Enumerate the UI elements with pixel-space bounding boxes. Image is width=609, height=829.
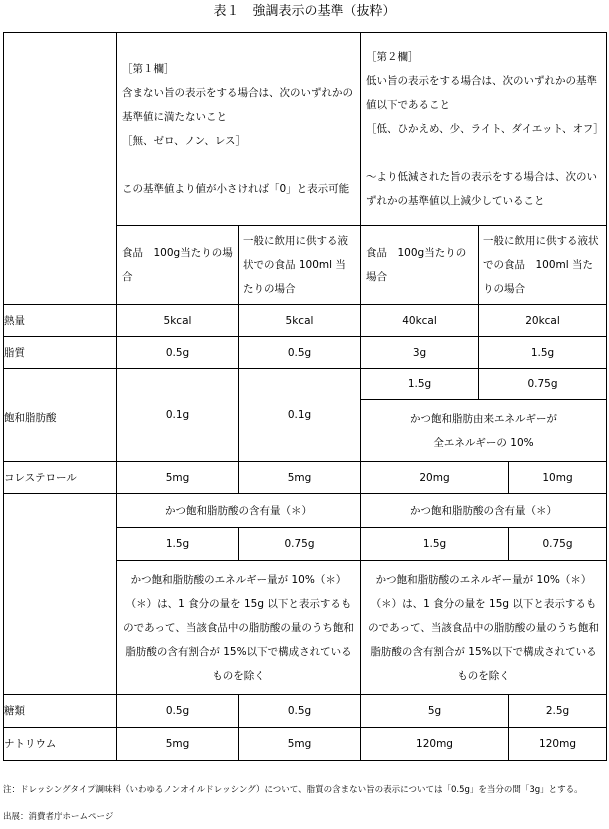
cell-value: 0.5g [117, 695, 239, 728]
cell-value: 0.5g [117, 337, 239, 369]
col2-sub-food: 食品 100g当たりの場合 [361, 226, 479, 305]
col1-sub-liquid: 一般に飲用に供する液状での食品 100ml 当たりの場合 [239, 226, 361, 305]
row-label-cholesterol: コレステロール [4, 462, 117, 494]
cell-value: 0.75g [239, 528, 361, 561]
cell-value: 120mg [361, 728, 509, 761]
header-empty-cell [4, 33, 117, 305]
table-row [4, 337, 607, 369]
col1-sub-food: 食品 100g当たりの場合 [117, 226, 239, 305]
cell-value: 20mg [361, 462, 509, 494]
col2-heading: ［第２欄］ [366, 51, 419, 63]
cell-value: 1.5g [117, 528, 239, 561]
cell-value: 0.5g [239, 337, 361, 369]
col1-terms: ［無、ゼロ、ノン、レス］ [122, 135, 247, 147]
cell-value: 0.5g [239, 695, 361, 728]
sfa-energy-note: かつ飽和脂肪由来エネルギーが 全エネルギーの 10% [361, 400, 607, 462]
cell-value: 5kcal [117, 305, 239, 337]
cell-value: 1.5g [361, 528, 509, 561]
cell-value: 5mg [117, 462, 239, 494]
cell-value: 5kcal [239, 305, 361, 337]
cell-value: 5mg [239, 462, 361, 494]
table-row [4, 369, 607, 400]
standards-table [3, 32, 607, 761]
cell-value: 1.5g [361, 369, 479, 400]
cell-value: 0.75g [509, 528, 607, 561]
source-note: 出展：消費者庁ホームページ [3, 812, 114, 822]
sfa-content-header-col1: かつ飽和脂肪酸の含有量（＊） [117, 494, 361, 528]
col2-header [361, 33, 607, 226]
col1-note: この基準値より値が小さければ「0」と表示可能 [122, 183, 350, 195]
col2-sub-liquid: 一般に飲用に供する液状での食品 100ml 当たりの場合 [479, 226, 607, 305]
cell-value: 1.5g [479, 337, 607, 369]
cholesterol-detail-label [4, 494, 117, 695]
cell-value: 40kcal [361, 305, 479, 337]
cell-value: 0.1g [239, 369, 361, 462]
cell-value: 20kcal [479, 305, 607, 337]
cell-value: 0.75g [479, 369, 607, 400]
col1-header [117, 33, 361, 226]
cell-value: 120mg [509, 728, 607, 761]
cell-value: 2.5g [509, 695, 607, 728]
cholesterol-long-note-col2: かつ飽和脂肪酸のエネルギー量が 10%（＊）（＊）は、1 食分の量を 15g 以下と表示するものであって、当該食品中の脂肪酸の量のうち飽和脂肪酸の含有割合が 15%以下で構成されているものを除く [361, 561, 607, 695]
table-row [4, 305, 607, 337]
row-label-sugar: 糖類 [4, 695, 117, 728]
cell-value: 10mg [509, 462, 607, 494]
sfa-content-header-col2: かつ飽和脂肪酸の含有量（＊） [361, 494, 607, 528]
row-label-energy: 熱量 [4, 305, 117, 337]
col2-note: ～より低減された旨の表示をする場合は、次のいずれかの基準値以上減少していること [366, 171, 597, 207]
table-title: 表１ 強調表示の基準（抜粋） [213, 4, 396, 19]
cell-value: 5mg [239, 728, 361, 761]
table-row [4, 695, 607, 728]
col1-desc: 含まない旨の表示をする場合は、次のいずれかの基準値に満たないこと [122, 87, 353, 123]
row-label-sfa: 飽和脂肪酸 [4, 369, 117, 462]
row-label-fat: 脂質 [4, 337, 117, 369]
col2-desc: 低い旨の表示をする場合は、次のいずれかの基準値以下であること [366, 75, 597, 111]
footnote: 注：ドレッシングタイプ調味料（いわゆるノンオイルドレッシング）について、脂質の含まない旨の表示については「0.5g」を当分の間「3g」とする。 [3, 785, 583, 795]
cell-value: 3g [361, 337, 479, 369]
cell-value: 5mg [117, 728, 239, 761]
table-row [4, 462, 607, 494]
col1-heading: ［第１欄］ [122, 63, 175, 75]
col2-terms: ［低、ひかえめ、少、ライト、ダイエット、オフ］ [366, 123, 604, 135]
cell-value: 0.1g [117, 369, 239, 462]
cell-value: 5g [361, 695, 509, 728]
table-row [4, 728, 607, 761]
row-label-sodium: ナトリウム [4, 728, 117, 761]
cholesterol-long-note-col1: かつ飽和脂肪酸のエネルギー量が 10%（＊）（＊）は、1 食分の量を 15g 以下と表示するものであって、当該食品中の脂肪酸の量のうち飽和脂肪酸の含有割合が 15%以下で構成されているものを除く [117, 561, 361, 695]
